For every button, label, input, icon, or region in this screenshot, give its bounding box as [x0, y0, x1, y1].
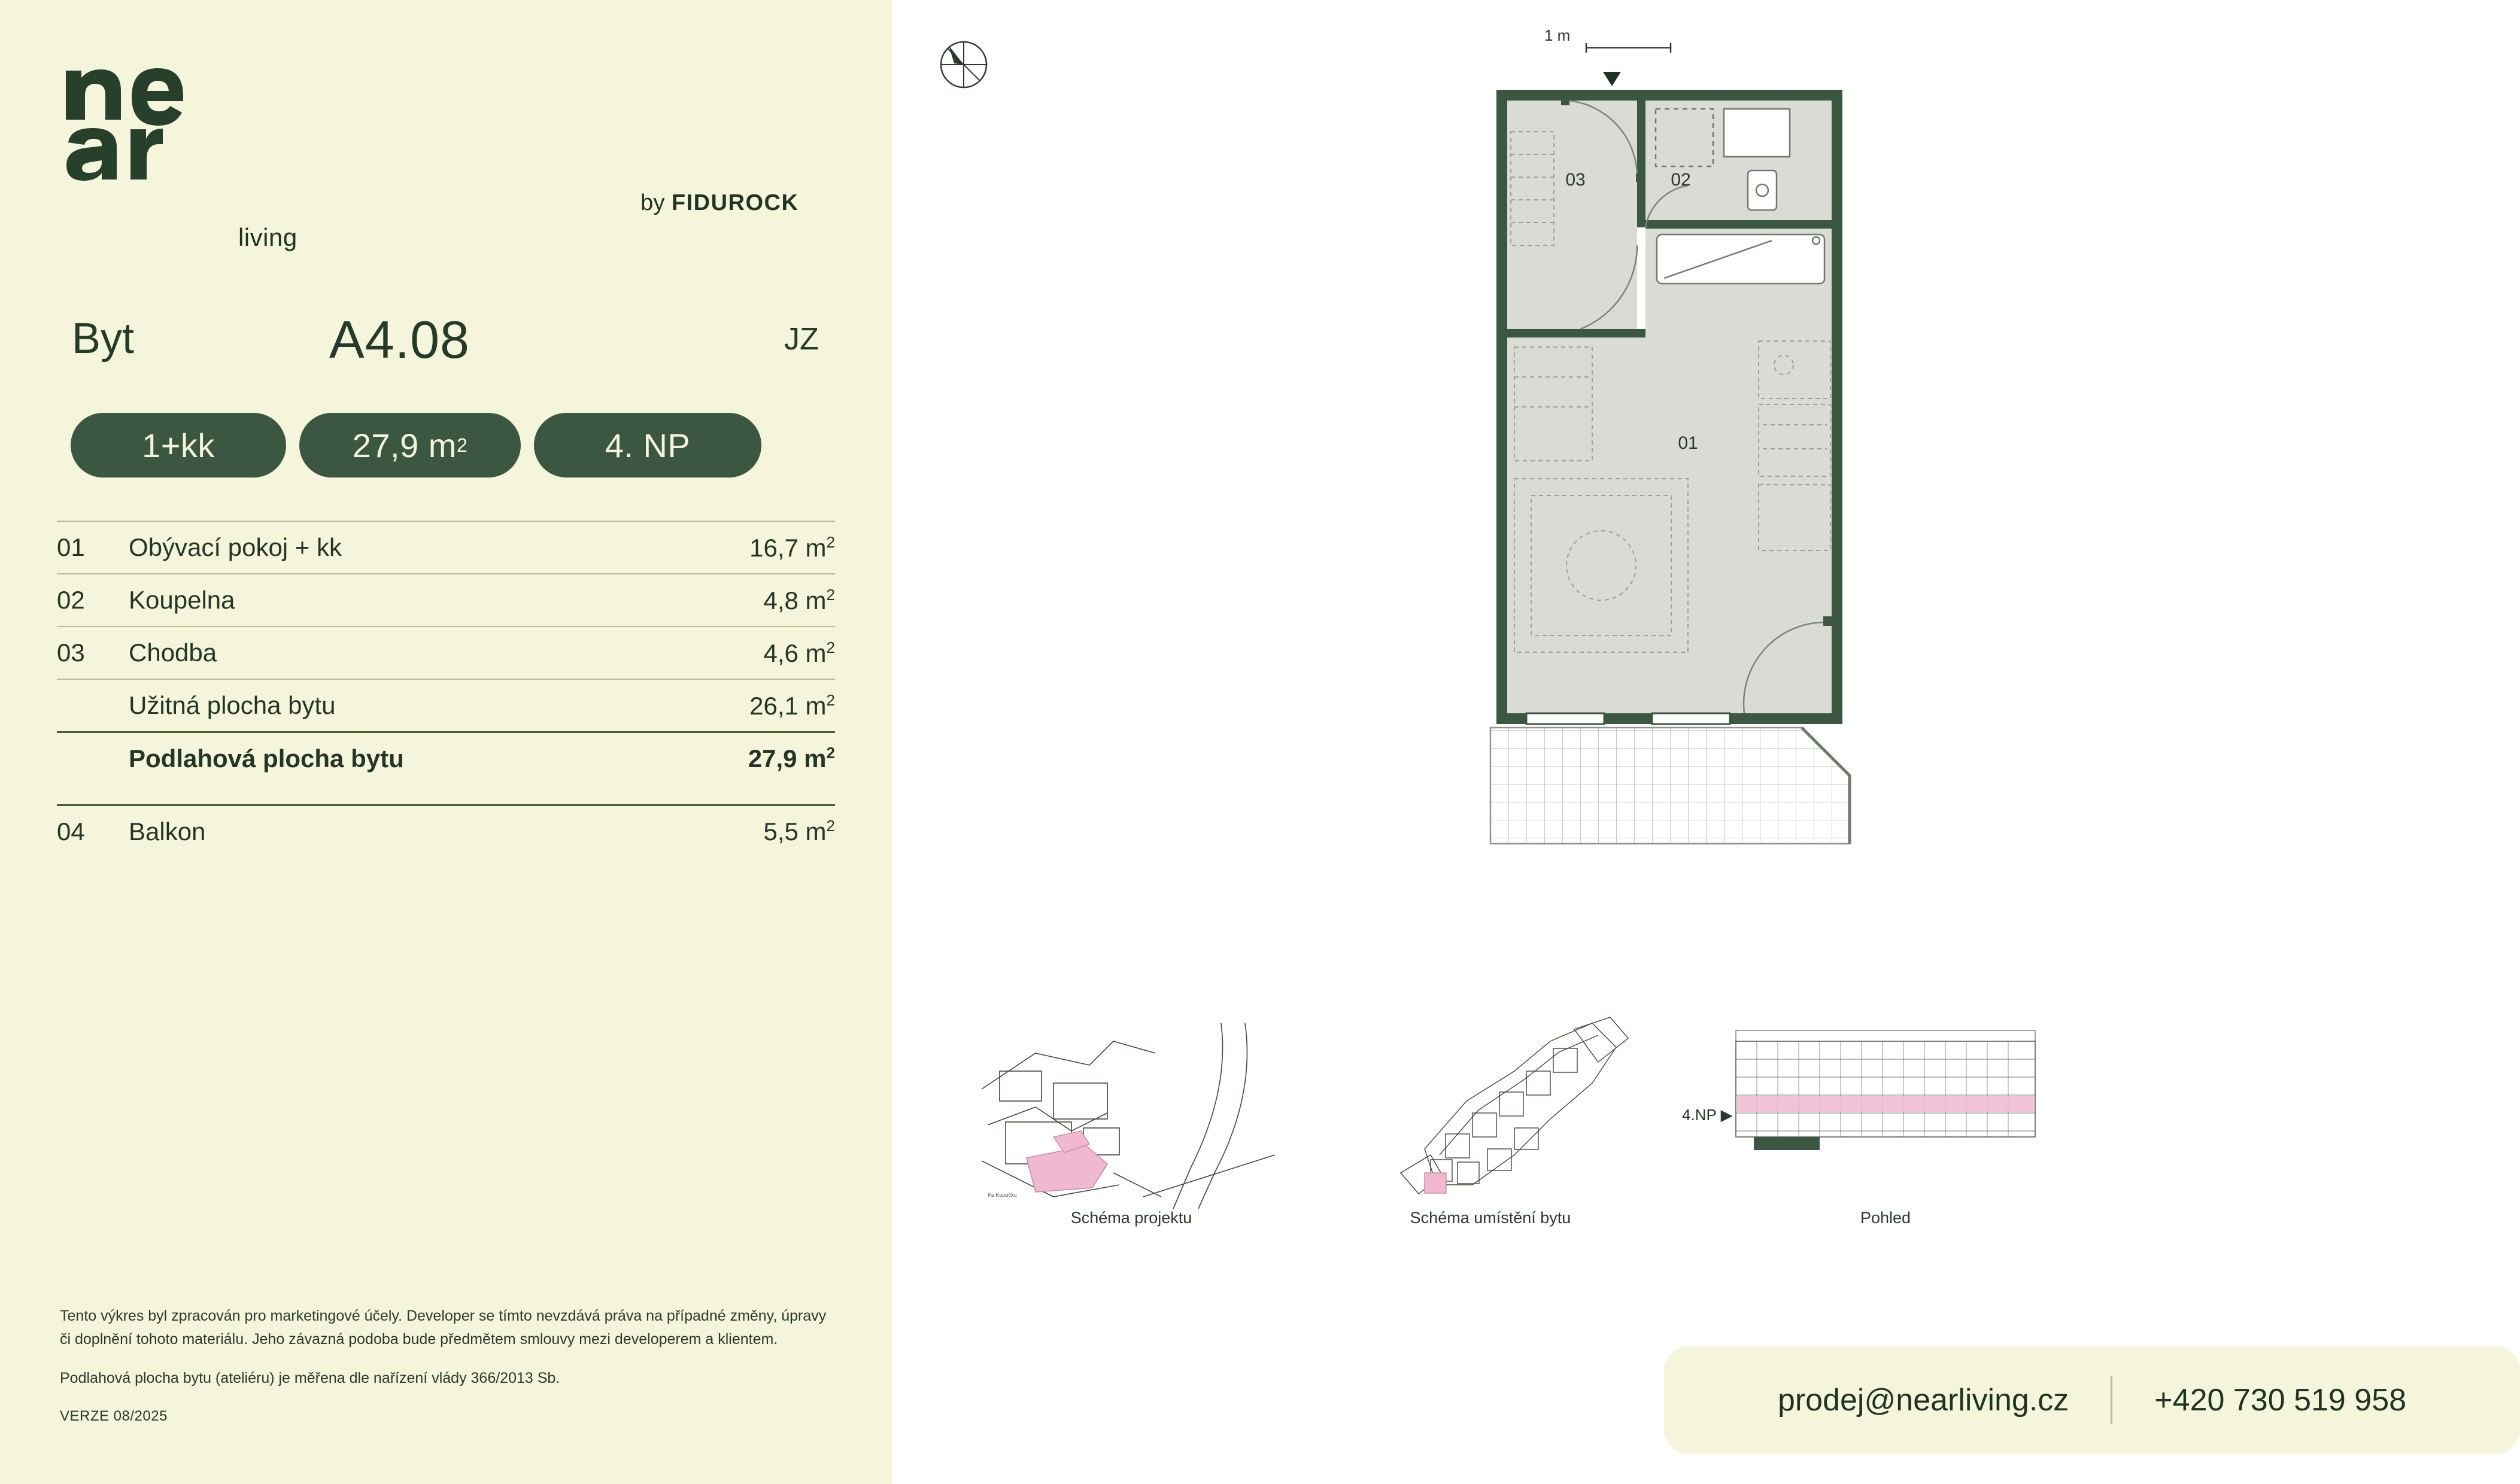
unit-code: A4.08 — [329, 310, 470, 369]
by-fidurock: by FIDUROCK — [640, 190, 799, 215]
unit-orientation: JZ — [784, 322, 819, 357]
svg-text:01: 01 — [1678, 433, 1698, 453]
room-label: Chodba — [129, 638, 217, 667]
scale-bar-icon — [1585, 43, 1672, 53]
version-label: VERZE 08/2025 — [60, 1408, 168, 1425]
room-label: Koupelna — [129, 586, 235, 614]
near-logo-icon — [60, 53, 239, 199]
brand-logo — [60, 53, 297, 251]
unit-location-icon — [1335, 1005, 1646, 1215]
table-row — [57, 573, 835, 626]
room-number: 02 — [57, 586, 85, 614]
room-area: 5,5 $m^2$ — [763, 817, 835, 846]
badge-layout: 1+kk — [71, 413, 286, 478]
room-area: 16,7 $m^2$ — [749, 533, 835, 562]
elevation-icon — [1730, 1017, 2041, 1173]
logo-subtitle: living — [238, 223, 297, 251]
table-row-usable — [57, 679, 835, 731]
table-row-balcony — [57, 804, 835, 857]
thumb-project-scheme — [964, 1017, 1299, 1218]
thumb-unit-location — [1335, 1005, 1646, 1218]
table-row-floor-area — [57, 731, 835, 784]
project-scheme-icon — [964, 1017, 1299, 1215]
floor-area-label: Podlahová plocha bytu — [129, 744, 404, 773]
unit-badges — [71, 413, 761, 478]
room-number: 01 — [57, 533, 85, 561]
info-panel — [0, 0, 892, 1484]
room-number: 04 — [57, 817, 85, 846]
caption-project-scheme: Schéma projektu — [1070, 1209, 1192, 1227]
balcony-area — [1490, 728, 1850, 844]
scale-label: 1 m — [1544, 26, 1571, 44]
svg-text:Ke Kopečku: Ke Kopečku — [988, 1192, 1017, 1198]
room-label: Balkon — [129, 817, 206, 846]
badge-floor: 4. NP — [534, 413, 761, 478]
caption-elevation: Pohled — [1860, 1209, 1911, 1227]
room-label: Obývací pokoj + kk — [129, 533, 342, 561]
table-row — [57, 521, 835, 573]
contact-phone[interactable]: +420 730 519 958 — [2154, 1383, 2407, 1418]
floor-marker-label: 4.NP ▶ — [1682, 1106, 1733, 1124]
unit-prefix: Byt — [72, 315, 135, 363]
compass-icon — [934, 35, 994, 95]
thumb-elevation — [1730, 1017, 2041, 1176]
svg-text:03: 03 — [1565, 170, 1586, 190]
svg-text:02: 02 — [1671, 170, 1691, 190]
room-area: 4,8 $m^2$ — [763, 585, 835, 615]
usable-label: Užitná plocha bytu — [129, 691, 336, 719]
room-number: 03 — [57, 638, 85, 667]
disclaimer-line-1: Tento výkres byl zpracován pro marketingové účely. Developer se tímto nevzdává práva na případné změny, úpravy či doplnění tohoto materiálu. Jeho závazná podoba bude předmětem smlouvy mezi developerem a klientem. — [60, 1307, 827, 1348]
floor-plan-drawing — [1490, 66, 1862, 916]
entrance-arrow-icon — [1603, 72, 1621, 86]
floor-plan — [1490, 66, 1862, 919]
contact-email[interactable]: prodej@nearliving.cz — [1777, 1383, 2069, 1418]
caption-unit-location: Schéma umístění bytu — [1410, 1209, 1571, 1227]
disclaimer — [60, 1304, 838, 1427]
floor-area-value: 27,9 $m^2$ — [748, 744, 835, 773]
badge-area: 27,9 m 2 — [299, 413, 521, 478]
usable-area: 26,1 $m^2$ — [749, 691, 835, 720]
room-area: 4,6 $m^2$ — [763, 638, 835, 667]
drawing-panel — [892, 0, 2407, 1484]
room-table — [57, 521, 835, 857]
disclaimer-line-2: Podlahová plocha bytu (ateliéru) je měřena dle nařízení vlády 366/2013 Sb. — [60, 1369, 560, 1386]
contact-divider — [2111, 1376, 2112, 1424]
table-row — [57, 626, 835, 679]
contact-bar — [1664, 1346, 2520, 1454]
